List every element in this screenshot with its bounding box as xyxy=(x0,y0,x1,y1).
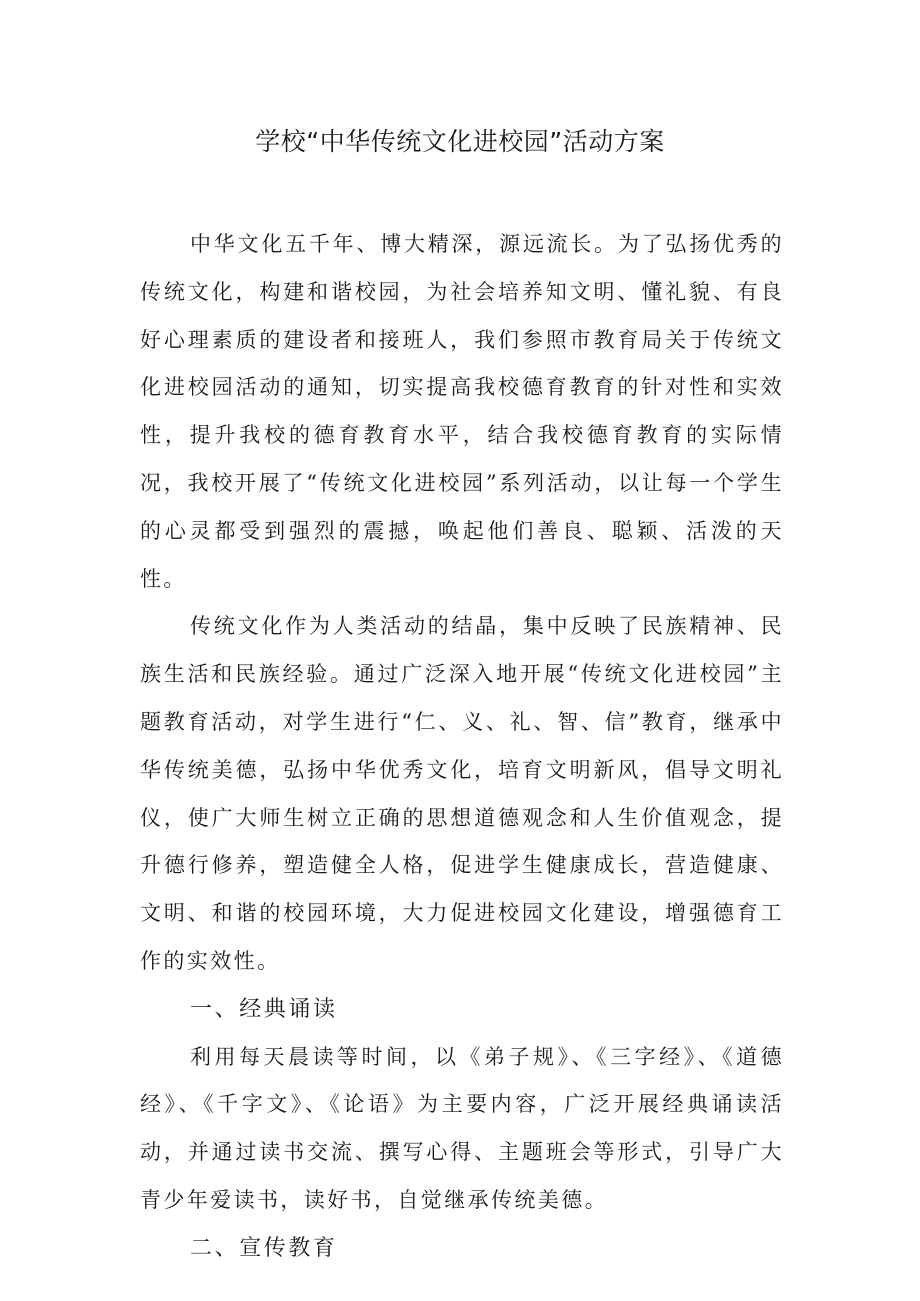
document-body xyxy=(140,221,784,1273)
intro-paragraph: 中华文化五千年、博大精深，源远流长。为了弘扬优秀的传统文化，构建和谐校园，为社会培养知文明、懂礼貌、有良好心理素质的建设者和接班人，我们参照市教育局关于传统文化进校园活动的通知，切实提高我校德育教育的针对性和实效性，提升我校的德育教育水平，结合我校德育教育的实际情况，我校开展了“传统文化进校园”系列活动，以让每一个学生的心灵都受到强烈的震撼，唤起他们善良、聪颖、活泼的天性。 xyxy=(140,232,784,591)
section-heading-classic-reading: 一、经典诵读 xyxy=(190,996,338,1022)
purpose-paragraph: 传统文化作为人类活动的结晶，集中反映了民族精神、民族生活和民族经验。通过广泛深入地开展“传统文化进校园”主题教育活动，对学生进行“仁、义、礼、智、信”教育，继承中华传统美德，弘扬中华优秀文化，培育文明新风，倡导文明礼仪，使广大师生树立正确的思想道德观念和人生价值观念，提升德行修养，塑造健全人格，促进学生健康成长，营造健康、文明、和谐的校园环境，大力促进校园文化建设，增强德育工作的实效性。 xyxy=(140,614,784,973)
document-title: 学校“中华传统文化进校园”活动方案 xyxy=(255,127,665,156)
section-heading-publicity-education: 二、宣传教育 xyxy=(190,1235,338,1261)
classic-reading-paragraph: 利用每天晨读等时间，以《弟子规》、《三字经》、《道德经》、《千字文》、《论语》为主要内容，广泛开展经典诵读活动，并通过读书交流、撰写心得、主题班会等形式，引导广大青少年爱读书，读好书，自觉继承传统美德。 xyxy=(140,1044,784,1212)
